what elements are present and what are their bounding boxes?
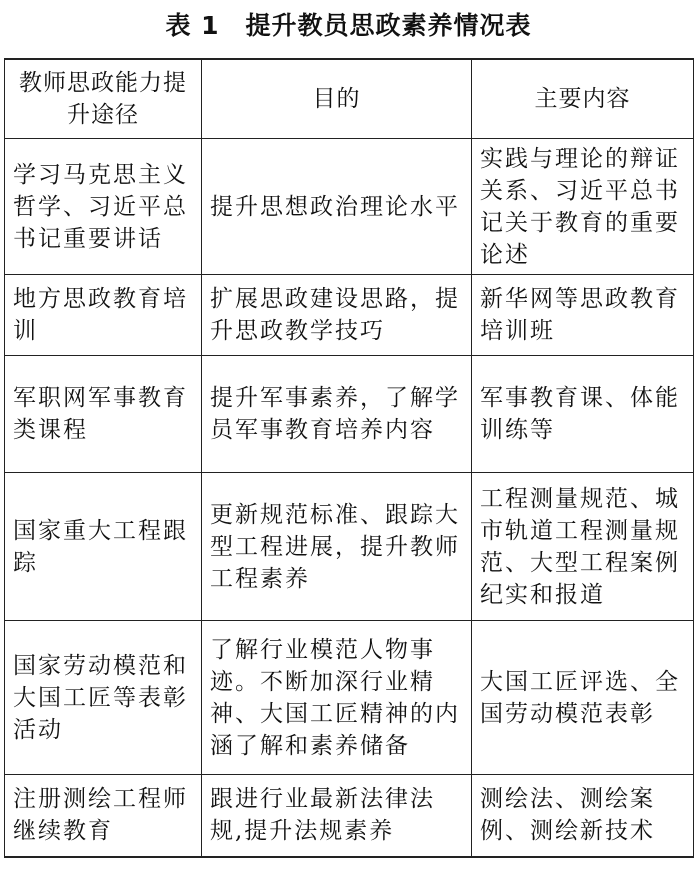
- cell-path: 地方思政教育培训: [5, 275, 202, 356]
- cell-content: 军事教育课、体能训练等: [472, 356, 694, 473]
- cell-purpose: 跟进行业最新法律法规,提升法规素养: [202, 775, 472, 857]
- cell-content: 大国工匠评选、全国劳动模范表彰: [472, 621, 694, 775]
- table-row: [5, 139, 694, 275]
- literacy-table: [4, 58, 694, 858]
- cell-path: 军职网军事教育类课程: [5, 356, 202, 473]
- cell-content: 测绘法、测绘案例、测绘新技术: [472, 775, 694, 857]
- cell-purpose: 提升思想政治理论水平: [202, 139, 472, 275]
- cell-content: 工程测量规范、城市轨道工程测量规范、大型工程案例纪实和报道: [472, 473, 694, 621]
- cell-purpose: 扩展思政建设思路，提升思政教学技巧: [202, 275, 472, 356]
- table-row: [5, 356, 694, 473]
- cell-content: 新华网等思政教育培训班: [472, 275, 694, 356]
- cell-purpose: 提升军事素养，了解学员军事教育培养内容: [202, 356, 472, 473]
- table-row: [5, 775, 694, 857]
- cell-purpose: 了解行业模范人物事迹。不断加深行业精神、大国工匠精神的内涵了解和素养储备: [202, 621, 472, 775]
- cell-path: 国家重大工程跟踪: [5, 473, 202, 621]
- cell-path: 学习马克思主义哲学、习近平总书记重要讲话: [5, 139, 202, 275]
- cell-path: 注册测绘工程师继续教育: [5, 775, 202, 857]
- table-row: [5, 275, 694, 356]
- header-path: 教师思政能力提升途径: [5, 59, 202, 139]
- cell-path: 国家劳动模范和大国工匠等表彰活动: [5, 621, 202, 775]
- cell-purpose: 更新规范标准、跟踪大型工程进展，提升教师工程素养: [202, 473, 472, 621]
- header-row: [5, 59, 694, 139]
- table-caption: 表 1 提升教员思政素养情况表: [165, 11, 532, 40]
- header-purpose: 目的: [202, 59, 472, 139]
- cell-content: 实践与理论的辩证关系、习近平总书记关于教育的重要论述: [472, 139, 694, 275]
- table-row: [5, 473, 694, 621]
- table-row: [5, 621, 694, 775]
- header-content: 主要内容: [472, 59, 694, 139]
